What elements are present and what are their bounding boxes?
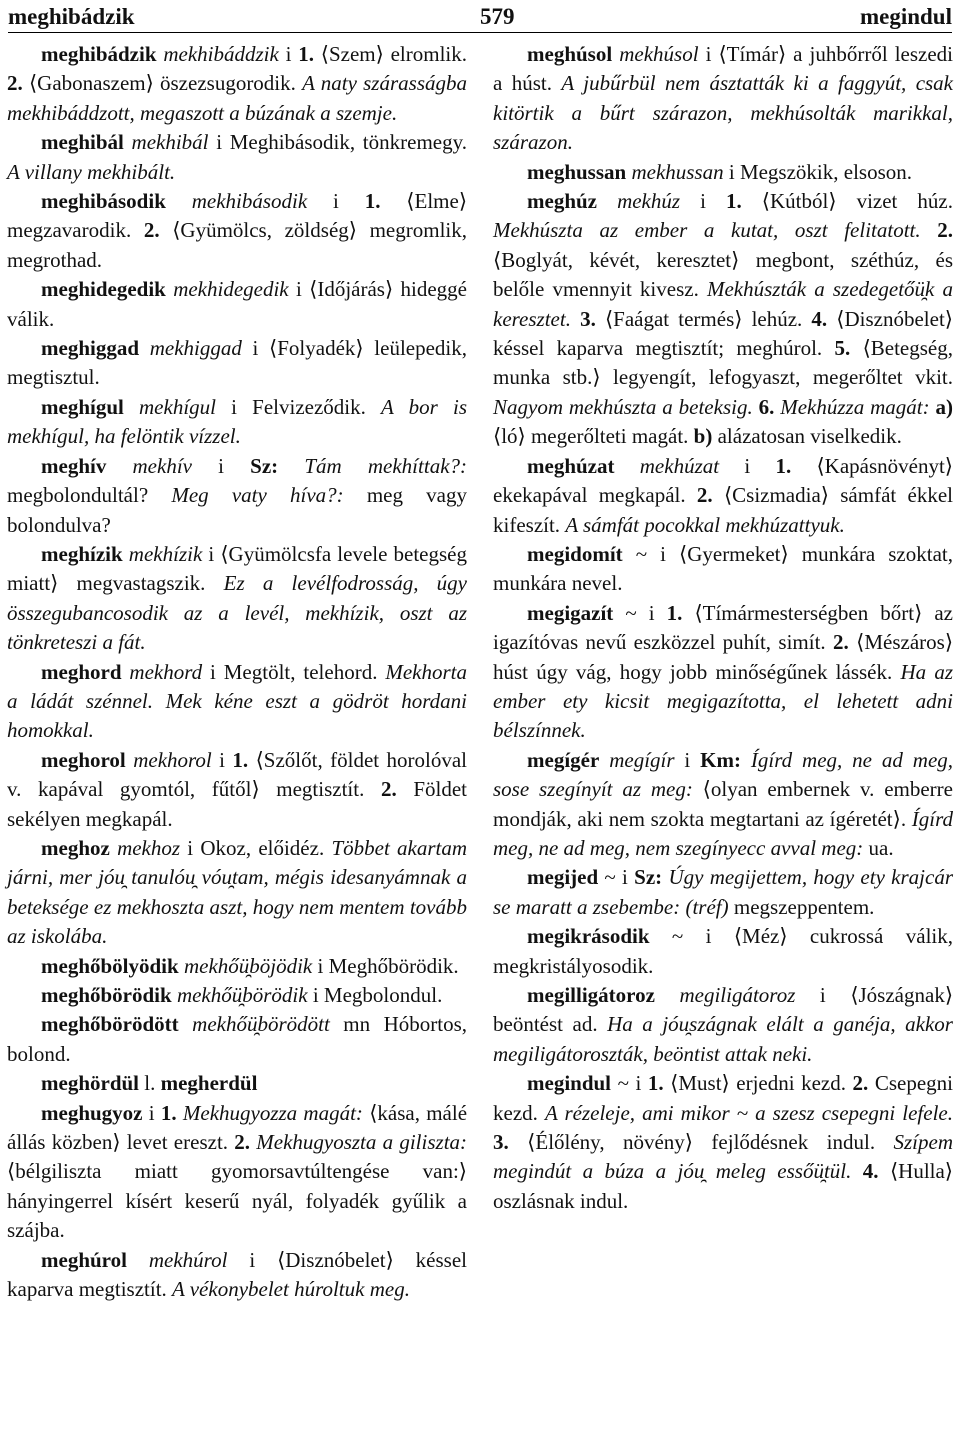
entry-headword: megikrásodik [527, 924, 650, 949]
dictionary-entry [7, 452, 467, 540]
entry-text [139, 336, 150, 360]
entry-marker: 2. [7, 71, 23, 96]
dictionary-entry [493, 158, 953, 187]
entry-text: ⟨Gyümölcs, zöldség⟩ megromlik, megrothad. [7, 218, 467, 272]
entry-example: A naty szárasságba mekhibáddzott, megaszott a búzának a szemje. [7, 71, 467, 125]
entry-text: ⟨Faágat termés⟩ lehúz. [595, 306, 812, 331]
dictionary-entry [7, 952, 467, 981]
entry-text: ua. [863, 835, 894, 860]
dictionary-entry [493, 1069, 953, 1216]
entry-marker: 6. [758, 394, 775, 419]
entry-text [278, 454, 304, 478]
entry-headword: meghúzat [527, 453, 615, 478]
entry-text [124, 130, 132, 154]
dictionary-entry [7, 1099, 467, 1246]
dictionary-entry [493, 540, 953, 599]
entry-text: i Megszökik, elsoson. [723, 159, 913, 184]
entry-headword: meghúrol [41, 1247, 127, 1272]
entry-headword: meghidegedik [41, 277, 166, 302]
entry-example: Többet akartam járni, mer jóu̯ tanulóu̯ vóu̯tam, mégis idesanyámnak a beteksége ez mekhoszta aszt, hogy nem mentem tovább az iskolába. [7, 835, 467, 949]
entry-example: A rézeleje, ami mikor ~ a szesz csepegni lefele. [544, 1100, 953, 1125]
entry-text: i Meghibásodik, tönkremegy. [208, 130, 467, 155]
entry-text: ~ i ⟨Méz⟩ cukrossá válik, megkristályosodik. [493, 924, 953, 978]
entry-headword: meghibásodik [41, 189, 166, 214]
entry-example: mekhussan [631, 159, 724, 184]
dictionary-entry [493, 746, 953, 864]
entry-marker: a) [935, 394, 953, 419]
entry-example: mekhiggad [149, 336, 242, 361]
entry-marker: 1. [298, 42, 314, 66]
entry-headword: meghiggad [41, 336, 140, 361]
entry-text: i ⟨Tímár⟩ a juhbőrről leszedi a húst. [493, 42, 954, 96]
entry-example: mekhúrol [148, 1247, 228, 1272]
dictionary-entry [7, 275, 467, 334]
entry-text: i Megbolondul. [307, 983, 443, 1007]
entry-headword: meghígul [41, 394, 124, 419]
entry-example: mekhibásodik [191, 189, 308, 214]
entry-text: ~ i [611, 1071, 648, 1096]
dictionary-entry [7, 746, 467, 834]
entry-marker: 2. [852, 1071, 869, 1096]
entry-example: Mekhúszta az ember a kutat, oszt felitatott. [493, 218, 921, 243]
entry-headword: meghibál [41, 130, 124, 155]
entry-headword: meghőbörödik [41, 983, 172, 1007]
entry-headword: meghőbölyödik [41, 953, 179, 978]
entry-example: Ígírd meg, ne ad meg, nem szegínyecc avval meg: [493, 806, 953, 860]
entry-marker: 1. [647, 1071, 664, 1096]
entry-text: Földet sekélyen megkapál. [7, 777, 467, 831]
dictionary-entry [7, 393, 467, 452]
entry-example: mekhőü̯böjödik [183, 953, 313, 978]
entry-marker: 2. [234, 1130, 251, 1155]
entry-headword: meghív [41, 453, 107, 478]
entry-marker: 1. [232, 747, 249, 772]
entry-text: ~ i [598, 865, 635, 890]
entry-example: mekhúsol [619, 42, 699, 66]
entry-text: alázatosan viselkedik. [712, 424, 902, 449]
entry-marker: 4. [862, 1159, 879, 1184]
entry-example: Mekhugyozza magát: [182, 1100, 363, 1125]
entry-text [599, 748, 609, 772]
entry-text: i Meghőbörödik. [312, 953, 459, 978]
entry-headword: megígér [527, 747, 600, 772]
entry-headword: meghord [41, 659, 122, 684]
entry-marker: Sz: [634, 865, 663, 890]
entry-text [615, 454, 640, 478]
entry-text: ⟨Kútból⟩ vizet húz. [741, 189, 954, 214]
dictionary-entry [7, 1010, 467, 1069]
entry-example: mekhord [129, 659, 203, 684]
entry-text [110, 836, 117, 860]
entry-headword: meghussan [527, 159, 627, 184]
entry-text: ⟨Mészáros⟩ húst úgy vág, hogy jobb minőségűnek lássék. [493, 630, 954, 684]
entry-text [921, 218, 938, 242]
entry-example: Mekhorta a ládát szénnel. Mek kéne eszt a gödröt hordani homokkal. [7, 659, 468, 743]
dictionary-entry [7, 540, 467, 658]
entry-marker: 2. [937, 218, 954, 243]
entry-marker: 1. [666, 600, 683, 625]
dictionary-entry [7, 128, 467, 187]
entry-example: megiligátoroz [679, 983, 796, 1007]
entry-text: ⟨Elme⟩ megzavarodik. [7, 189, 468, 243]
entry-marker: 5. [834, 336, 851, 361]
entry-headword: meghúz [527, 189, 597, 214]
entry-headword: megigazít [527, 600, 614, 625]
entry-text [741, 748, 751, 772]
entry-example: Ha a jóu̯szágnak elált a ganéja, akkor megiligátoroszták, beöntist attak neki. [493, 1012, 953, 1066]
entry-text: ⟨bélgiliszta miatt gyomorsavtúltengése van:⟩ hányingerrel kísért keserű nyál, folyadék gyűlik a szájba. [7, 1159, 467, 1243]
entry-text: i ⟨Folyadék⟩ leülepedik, megtisztul. [7, 336, 468, 390]
entry-marker: 2. [833, 630, 849, 655]
entry-text: i [307, 189, 365, 214]
left-column [7, 40, 467, 1304]
entry-text [166, 189, 192, 213]
entry-example: mekhibáddzik [163, 42, 279, 66]
entry-marker: 3. [580, 306, 596, 331]
entry-marker: 1. [364, 189, 381, 214]
entry-text: i [191, 453, 251, 478]
entry-marker: b) [693, 424, 713, 449]
dictionary-entry [493, 40, 953, 158]
entry-example: mekhoz [117, 835, 181, 860]
dictionary-entry [7, 1246, 467, 1305]
entry-text: i [142, 1100, 161, 1125]
entry-text: l. [139, 1071, 161, 1096]
entry-text: ⟨Disznóbelet⟩ késsel kaparva megtisztít; meghúrol. [493, 306, 953, 361]
entry-marker: 1. [160, 1100, 177, 1125]
entry-headword: meghúsol [527, 42, 613, 66]
entry-text [571, 307, 580, 331]
entry-example: mekhidegedik [173, 277, 289, 302]
entry-example: mekhőü̯börödik [176, 983, 308, 1007]
entry-marker: 2. [143, 218, 160, 243]
dictionary-entry [493, 452, 953, 540]
entry-headword: megidomít [527, 541, 623, 566]
right-column [493, 40, 953, 1216]
entry-example: Mekhúzza magát: [780, 394, 930, 419]
entry-example: mekhígul [139, 394, 216, 419]
entry-text: ⟨Tímármesterségben bőrt⟩ az igazítóvas nevű eszközzel puhít, simít. [493, 600, 953, 655]
entry-text: ⟨Hulla⟩ oszlásnak indul. [493, 1159, 954, 1213]
entry-headword: meghugyoz [41, 1100, 143, 1125]
entry-headword: megindul [527, 1071, 612, 1096]
entry-example: A bor is mekhígul, ha felöntik vízzel. [7, 394, 467, 449]
entry-headword: meghorol [41, 747, 126, 772]
entry-text [127, 1248, 149, 1272]
page-number: 579 [480, 4, 515, 29]
entry-marker: 3. [493, 1130, 509, 1155]
entry-text [597, 189, 617, 213]
entry-example: mekhorol [133, 747, 212, 772]
entry-marker: megherdül [160, 1071, 258, 1096]
entry-text: ⟨Kapásnövényt⟩ ekekapával megkapál. [493, 453, 953, 508]
entry-headword: megilligátoroz [527, 983, 655, 1007]
entry-text: i [719, 453, 776, 478]
entry-marker: 1. [726, 189, 742, 214]
page-header [8, 0, 952, 33]
entry-example: A villany mekhibált. [7, 159, 176, 184]
entry-text: i Megtölt, telehord. [202, 659, 386, 684]
entry-text: i ⟨Jószágnak⟩ beöntést ad. [493, 983, 954, 1037]
entry-example: megígír [609, 747, 675, 772]
dictionary-entry [7, 981, 467, 1010]
entry-example: Ígírd meg, ne ad meg, sose szegínyít az meg: [493, 747, 954, 802]
entry-text [851, 1159, 862, 1183]
entry-text: i Okoz, előidéz. [180, 835, 332, 860]
entry-text: i [211, 747, 233, 772]
entry-marker: 2. [696, 483, 713, 508]
entry-text: ⟨Szőlőt, földet horolóval v. kapával gyomtól, fűtől⟩ megtisztít. [7, 747, 467, 802]
entry-text [124, 395, 139, 419]
entry-text: i ⟨Disznóbelet⟩ késsel kaparva megtisztít. [7, 1247, 467, 1302]
entry-headword: meghőbörödött [41, 1012, 179, 1037]
entry-text: i Felvizeződik. [216, 394, 382, 419]
entry-example: mekhúz [617, 189, 681, 214]
dictionary-entry [493, 922, 953, 981]
entry-text: ⟨Szem⟩ elromlik. [313, 42, 468, 66]
entry-text: ⟨Élőlény, növény⟩ fejlődésnek indul. [508, 1130, 894, 1155]
dictionary-entry [493, 187, 953, 452]
entry-text: ⟨ló⟩ megerőlteti magát. [493, 424, 694, 449]
entry-text: megbolondultál? [7, 483, 172, 508]
entry-text: ~ i [613, 600, 667, 625]
entry-text: mn Hóbortos, bolond. [7, 1012, 468, 1066]
entry-example: Úgy megijettem, hogy ety krajcár se maratt a zsebembe: (tréf) [493, 865, 953, 919]
dictionary-entry [7, 334, 467, 393]
entry-text: i [674, 747, 701, 772]
entry-example: A jubűrbül nem ásztatták ki a faggyút, csak kitörtik a bűrt szárazon, mekhúsolták marikkal, szárazon. [493, 71, 954, 155]
entry-text: ⟨Must⟩ erjedni kezd. [663, 1071, 853, 1096]
entry-headword: meghördül [41, 1071, 140, 1096]
entry-marker: Sz: [250, 453, 279, 478]
entry-text: ⟨Betegség, munka stb.⟩ legyengít, lefogyaszt, megerőltet vkit. [493, 336, 954, 390]
entry-text: megszeppentem. [728, 894, 875, 919]
dictionary-entry [7, 834, 467, 952]
entry-text: ⟨Boglyát, kévét, keresztet⟩ megbont, széthúz, és belőle vmennyit kivesz. [493, 247, 953, 302]
entry-text [106, 454, 132, 478]
entry-text: ⟨kása, málé állás közben⟩ levet ereszt. [7, 1100, 468, 1155]
entry-marker: Km: [700, 747, 741, 772]
entry-example: Ez a levélfodrosság, úgy összegubancosodik az a levél, mekhízik, oszt az tönkreteszi a fát. [7, 571, 468, 655]
entry-headword: meghoz [41, 835, 110, 860]
entry-example: mekhízik [128, 541, 203, 566]
entry-text: meg vagy bolondulva? [7, 483, 467, 537]
dictionary-entry [7, 658, 467, 746]
entry-example: Meg vaty híva?: [171, 483, 344, 508]
entry-text: ⟨Csizmadia⟩ sámfát ékkel kifeszít. [493, 483, 954, 537]
entry-example: Ha az ember ety kicsit megigazította, el lehetett adni bélszínnek. [493, 659, 954, 743]
entry-text: ~ i ⟨Gyermeket⟩ munkára szoktat, munkára nevel. [493, 541, 953, 596]
entry-text: ⟨olyan embernek v. emberre mondják, aki nem szokta megtartani az ígéretét⟩. [493, 777, 953, 831]
dictionary-entry [493, 863, 953, 922]
entry-headword: meghibádzik [41, 42, 157, 66]
entry-text: Csepegni kezd. [493, 1071, 953, 1125]
entry-text: i [680, 189, 726, 214]
dictionary-entry [7, 1069, 467, 1098]
dictionary-entry [493, 981, 953, 1069]
entry-headword: meghízik [41, 541, 123, 566]
entry-text: i [278, 42, 299, 66]
dictionary-entry [7, 187, 467, 275]
entry-example: A sámfát pocokkal mekhúzattyuk. [565, 512, 845, 537]
entry-text [179, 1012, 192, 1036]
entry-example: Tám mekhíttak?: [304, 453, 468, 478]
entry-example: Szípem megindút a búza a jóu̯ meleg essőü̯tül. [493, 1130, 953, 1184]
entry-example: mekhibál [131, 130, 209, 155]
left-running-head: meghibádzik [8, 4, 135, 29]
dictionary-entry [493, 599, 953, 746]
entry-example: mekhőü̯börödött [192, 1012, 330, 1037]
entry-text: ⟨Gabonaszem⟩ öszezsugorodik. [22, 71, 303, 96]
entry-example: A vékonybelet húroltuk meg. [172, 1277, 410, 1302]
entry-example: Nagyom mekhúszta a beteksig. [493, 394, 753, 419]
entry-marker: 1. [775, 453, 792, 478]
entry-text: i ⟨Gyümölcsfa levele betegség miatt⟩ megvastagszik. [7, 541, 468, 596]
dictionary-entry [7, 40, 467, 128]
entry-text: i ⟨Időjárás⟩ hideggé válik. [7, 277, 467, 331]
entry-example: Mekhugyoszta a giliszta: [256, 1130, 468, 1155]
entry-headword: megijed [527, 865, 599, 890]
entry-marker: 4. [811, 306, 828, 331]
right-running-head: megindul [859, 4, 952, 29]
entry-example: mekhív [132, 453, 192, 478]
entry-text [655, 983, 680, 1007]
entry-marker: 2. [380, 777, 397, 802]
entry-example: Mekhúszták a szedegetőü̯k a keresztet. [493, 277, 953, 331]
entry-example: mekhúzat [639, 453, 720, 478]
